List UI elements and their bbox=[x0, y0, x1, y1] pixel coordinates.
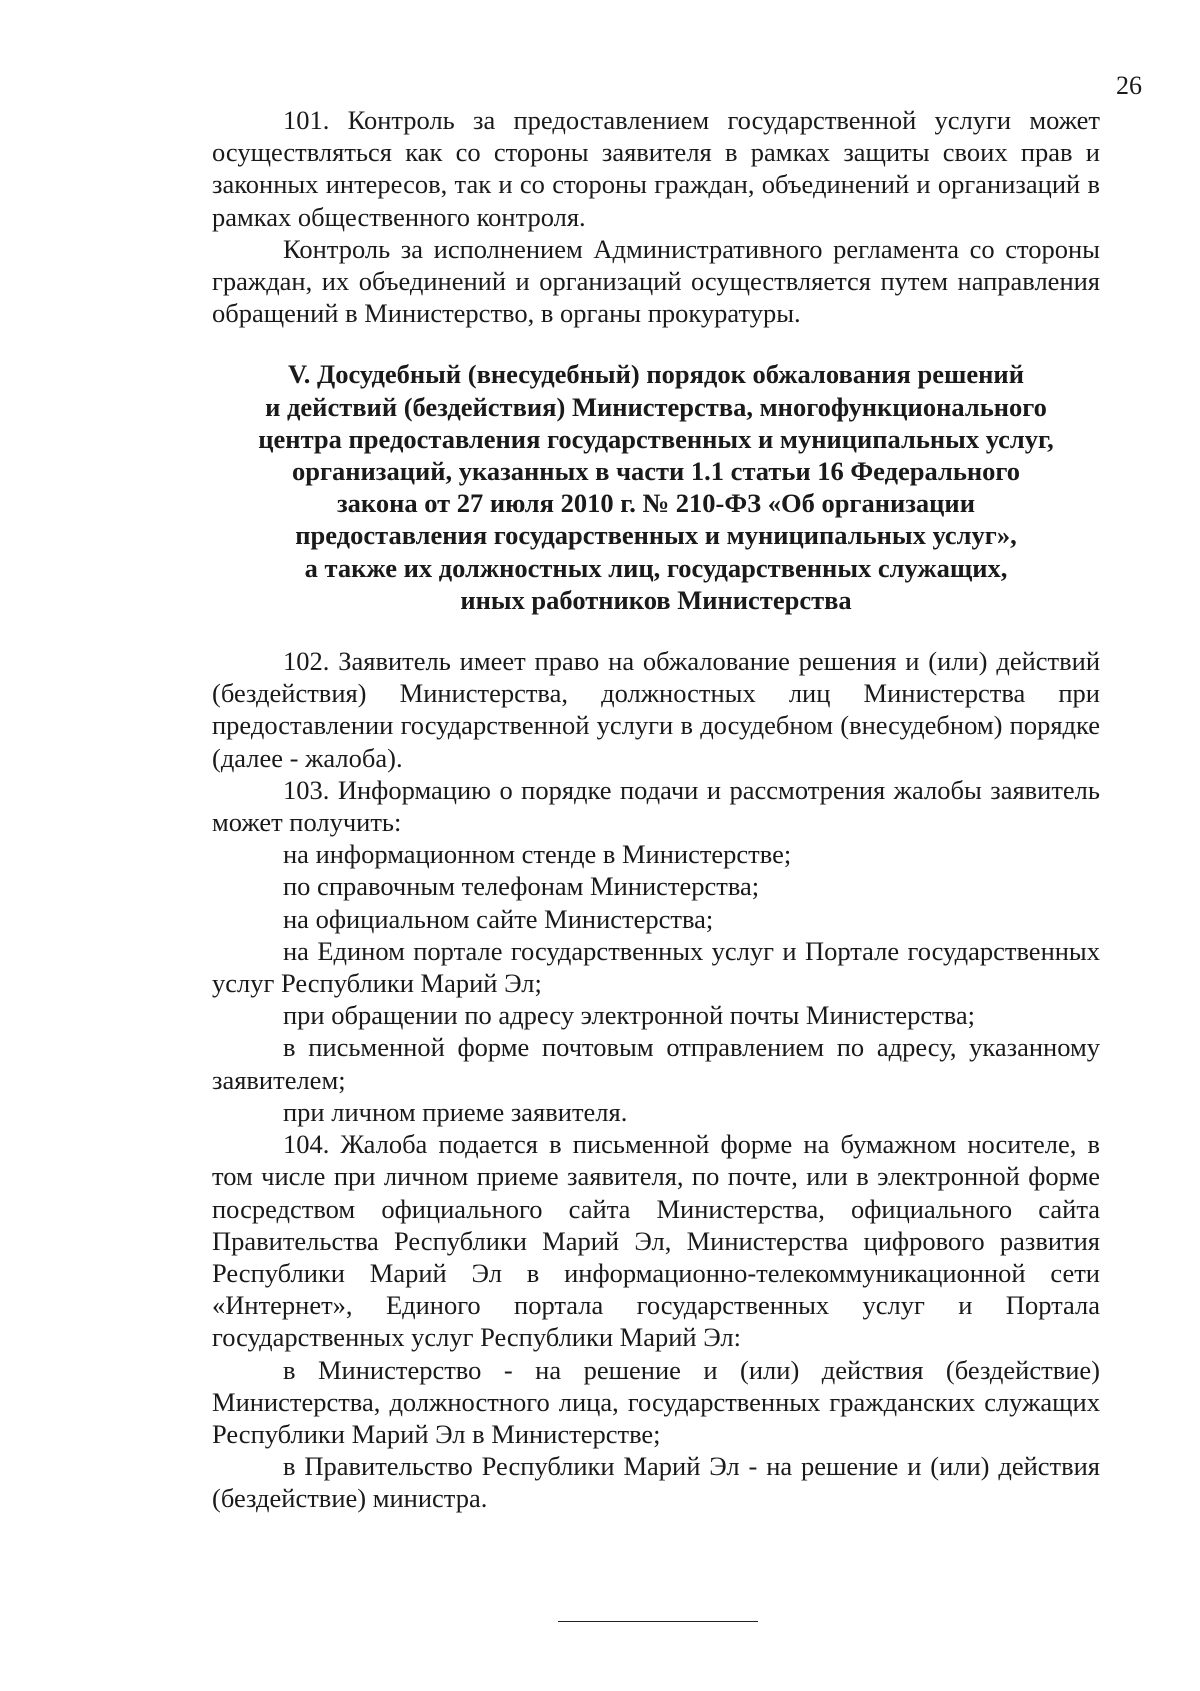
heading-line: предоставления государственных и муниципальных услуг», bbox=[295, 520, 1017, 551]
paragraph-control: Контроль за исполнением Административного регламента со стороны граждан, их объединений и организаций осуществляется путем направления обращений в Министерство, в органы прокуратуры. bbox=[212, 233, 1100, 329]
footer-rule bbox=[558, 1621, 758, 1622]
heading-line: центра предоставления государственных и муниципальных услуг, bbox=[258, 423, 1054, 454]
list-item: в письменной форме почтовым отправлением по адресу, указанному заявителем; bbox=[212, 1032, 1100, 1095]
heading-line: и действий (бездействия) Министерства, многофункционального bbox=[265, 391, 1047, 422]
page-number: 26 bbox=[1116, 71, 1142, 100]
paragraph-104: 104. Жалоба подается в письменной форме на бумажном носителе, в том числе при личном приеме заявителя, по почте, или в электронной форме посредством официального сайта Министерства, официального сайта Правительства Республики Марий Эл, Министерства цифрового развития Республики Марий Эл в информационно-телекоммуникационной сети «Интернет», Единого портала государственных услуг и Портала государственных услуг Республики Марий Эл: bbox=[212, 1129, 1100, 1353]
list-item: на информационном стенде в Министерстве; bbox=[283, 839, 792, 870]
heading-line: иных работников Министерства bbox=[460, 584, 852, 615]
list-item: при обращении по адресу электронной почты Министерства; bbox=[283, 1000, 975, 1031]
heading-line: а также их должностных лиц, государственных служащих, bbox=[304, 552, 1008, 583]
paragraph-103: 103. Информацию о порядке подачи и рассмотрения жалобы заявитель может получить: bbox=[212, 774, 1100, 838]
heading-line: V. Досудебный (внесудебный) порядок обжалования решений bbox=[288, 359, 1024, 390]
list-item: на Едином портале государственных услуг и Портале государственных услуг Республики Марий Эл; bbox=[212, 935, 1100, 999]
heading-line: закона от 27 июля 2010 г. № 210-ФЗ «Об организации bbox=[337, 488, 975, 519]
list-item: в Министерство - на решение и (или) действия (бездействие) Министерства, должностного лица, государственных гражданских служащих Республики Марий Эл в Министерстве; bbox=[212, 1354, 1100, 1449]
heading-line: организаций, указанных в части 1.1 статьи 16 Федерального bbox=[292, 456, 1020, 487]
list-item: при личном приеме заявителя. bbox=[283, 1096, 628, 1127]
paragraph-101: 101. Контроль за предоставлением государственной услуги может осуществляться как со стороны заявителя в рамках защиты своих прав и законных интересов, так и со стороны граждан, объединений и организаций в рамках общественного контроля. bbox=[212, 105, 1100, 232]
section-heading bbox=[212, 358, 1100, 616]
document-body bbox=[212, 104, 1100, 1515]
list-item: в Правительство Республики Марий Эл - на решение и (или) действия (бездействие) министра. bbox=[212, 1451, 1100, 1514]
list-item: на официальном сайте Министерства; bbox=[283, 903, 714, 934]
list-item: по справочным телефонам Министерства; bbox=[283, 871, 760, 902]
paragraph-102: 102. Заявитель имеет право на обжалование решения и (или) действий (бездействия) Министерства, должностных лиц Министерства при предоставлении государственной услуги в досудебном (внесудебном) порядке (далее - жалоба). bbox=[212, 646, 1100, 773]
